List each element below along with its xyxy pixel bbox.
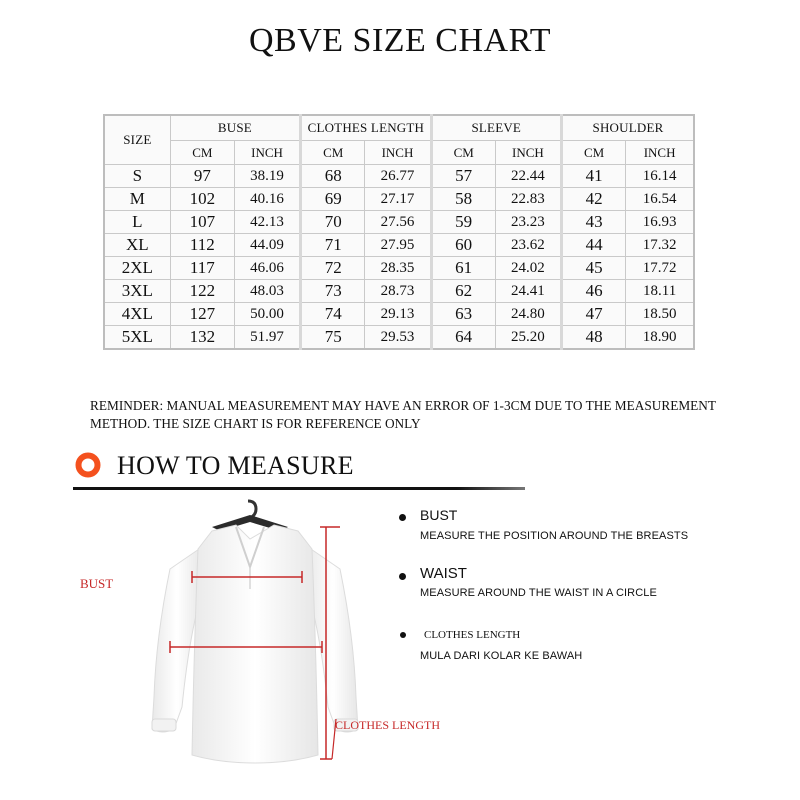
inch-cell: 16.14: [626, 165, 694, 188]
cm-cell: 47: [562, 303, 626, 326]
unit-header-cm: CM: [170, 141, 234, 165]
unit-header-inch: INCH: [365, 141, 431, 165]
unit-header-cm: CM: [301, 141, 365, 165]
inch-cell: 50.00: [234, 303, 300, 326]
reminder-line-2: METHOD. THE SIZE CHART IS FOR REFERENCE ONLY: [90, 416, 421, 431]
inch-cell: 38.19: [234, 165, 300, 188]
cm-cell: 72: [301, 257, 365, 280]
measure-desc-waist: MEASURE AROUND THE WAIST IN A CIRCLE: [420, 587, 657, 599]
inch-cell: 51.97: [234, 326, 300, 350]
group-header-clothes-length: CLOTHES LENGTH: [301, 115, 431, 141]
cm-cell: 58: [431, 188, 495, 211]
unit-header-inch: INCH: [495, 141, 561, 165]
bullet-dot-icon: [400, 632, 406, 638]
size-cell: 5XL: [104, 326, 170, 350]
cm-cell: 68: [301, 165, 365, 188]
cm-cell: 69: [301, 188, 365, 211]
inch-cell: 17.32: [626, 234, 694, 257]
measure-desc-clothes-length: MULA DARI KOLAR KE BAWAH: [420, 650, 583, 662]
cm-cell: 70: [301, 211, 365, 234]
size-cell: L: [104, 211, 170, 234]
cm-cell: 42: [562, 188, 626, 211]
inch-cell: 17.72: [626, 257, 694, 280]
bust-diagram-label: BUST: [80, 576, 114, 591]
inch-cell: 44.09: [234, 234, 300, 257]
inch-cell: 46.06: [234, 257, 300, 280]
size-cell: 3XL: [104, 280, 170, 303]
cm-cell: 41: [562, 165, 626, 188]
table-row: [104, 234, 694, 257]
inch-cell: 28.73: [365, 280, 431, 303]
size-chart-table: [103, 114, 695, 350]
inch-cell: 24.80: [495, 303, 561, 326]
inch-cell: 27.56: [365, 211, 431, 234]
circle-ring-icon: [75, 452, 101, 478]
size-column-header: SIZE: [104, 115, 170, 165]
unit-header-cm: CM: [431, 141, 495, 165]
inch-cell: 42.13: [234, 211, 300, 234]
clothes-length-diagram-label: CLOTHES LENGTH: [335, 718, 440, 732]
shirt-illustration: [140, 497, 370, 797]
cm-cell: 102: [170, 188, 234, 211]
cm-cell: 112: [170, 234, 234, 257]
cm-cell: 46: [562, 280, 626, 303]
cm-cell: 57: [431, 165, 495, 188]
unit-header-cm: CM: [562, 141, 626, 165]
cm-cell: 127: [170, 303, 234, 326]
inch-cell: 23.23: [495, 211, 561, 234]
cm-cell: 64: [431, 326, 495, 350]
group-header-buse: BUSE: [170, 115, 300, 141]
size-cell: 2XL: [104, 257, 170, 280]
inch-cell: 25.20: [495, 326, 561, 350]
inch-cell: 22.83: [495, 188, 561, 211]
how-to-measure-title: HOW TO MEASURE: [117, 451, 354, 480]
inch-cell: 18.90: [626, 326, 694, 350]
inch-cell: 29.53: [365, 326, 431, 350]
inch-cell: 26.77: [365, 165, 431, 188]
size-cell: M: [104, 188, 170, 211]
cm-cell: 122: [170, 280, 234, 303]
cm-cell: 48: [562, 326, 626, 350]
bullet-dot-icon: [399, 573, 406, 580]
inch-cell: 16.54: [626, 188, 694, 211]
inch-cell: 48.03: [234, 280, 300, 303]
inch-cell: 23.62: [495, 234, 561, 257]
cm-cell: 44: [562, 234, 626, 257]
cm-cell: 97: [170, 165, 234, 188]
measure-name-waist: WAIST: [420, 565, 467, 582]
inch-cell: 29.13: [365, 303, 431, 326]
cm-cell: 74: [301, 303, 365, 326]
measure-desc-bust: MEASURE THE POSITION AROUND THE BREASTS: [420, 530, 689, 542]
group-header-sleeve: SLEEVE: [431, 115, 561, 141]
unit-header-inch: INCH: [626, 141, 694, 165]
size-cell: S: [104, 165, 170, 188]
cm-cell: 59: [431, 211, 495, 234]
inch-cell: 16.93: [626, 211, 694, 234]
section-divider: [73, 487, 525, 490]
inch-cell: 24.41: [495, 280, 561, 303]
cm-cell: 73: [301, 280, 365, 303]
unit-header-inch: INCH: [234, 141, 300, 165]
inch-cell: 18.50: [626, 303, 694, 326]
cm-cell: 61: [431, 257, 495, 280]
cm-cell: 43: [562, 211, 626, 234]
table-row: [104, 257, 694, 280]
cm-cell: 45: [562, 257, 626, 280]
inch-cell: 28.35: [365, 257, 431, 280]
cm-cell: 60: [431, 234, 495, 257]
inch-cell: 22.44: [495, 165, 561, 188]
cm-cell: 107: [170, 211, 234, 234]
cm-cell: 75: [301, 326, 365, 350]
page-title: QBVE SIZE CHART: [248, 22, 551, 59]
size-table-body: [104, 165, 694, 350]
table-row: [104, 326, 694, 350]
table-row: [104, 188, 694, 211]
cm-cell: 117: [170, 257, 234, 280]
reminder-line-1: REMINDER: MANUAL MEASUREMENT MAY HAVE AN ERROR OF 1-3CM DUE TO THE MEASUREMENT: [90, 398, 716, 413]
inch-cell: 27.95: [365, 234, 431, 257]
cm-cell: 63: [431, 303, 495, 326]
reminder-note: [90, 397, 740, 433]
inch-cell: 27.17: [365, 188, 431, 211]
measure-name-clothes-length: CLOTHES LENGTH: [424, 629, 521, 641]
table-row: [104, 303, 694, 326]
size-cell: XL: [104, 234, 170, 257]
cm-cell: 132: [170, 326, 234, 350]
inch-cell: 40.16: [234, 188, 300, 211]
measure-name-bust: BUST: [420, 507, 458, 523]
group-header-shoulder: SHOULDER: [562, 115, 695, 141]
inch-cell: 24.02: [495, 257, 561, 280]
table-row: [104, 165, 694, 188]
table-row: [104, 211, 694, 234]
cm-cell: 62: [431, 280, 495, 303]
table-row: [104, 280, 694, 303]
size-cell: 4XL: [104, 303, 170, 326]
bullet-dot-icon: [399, 514, 406, 521]
inch-cell: 18.11: [626, 280, 694, 303]
cm-cell: 71: [301, 234, 365, 257]
